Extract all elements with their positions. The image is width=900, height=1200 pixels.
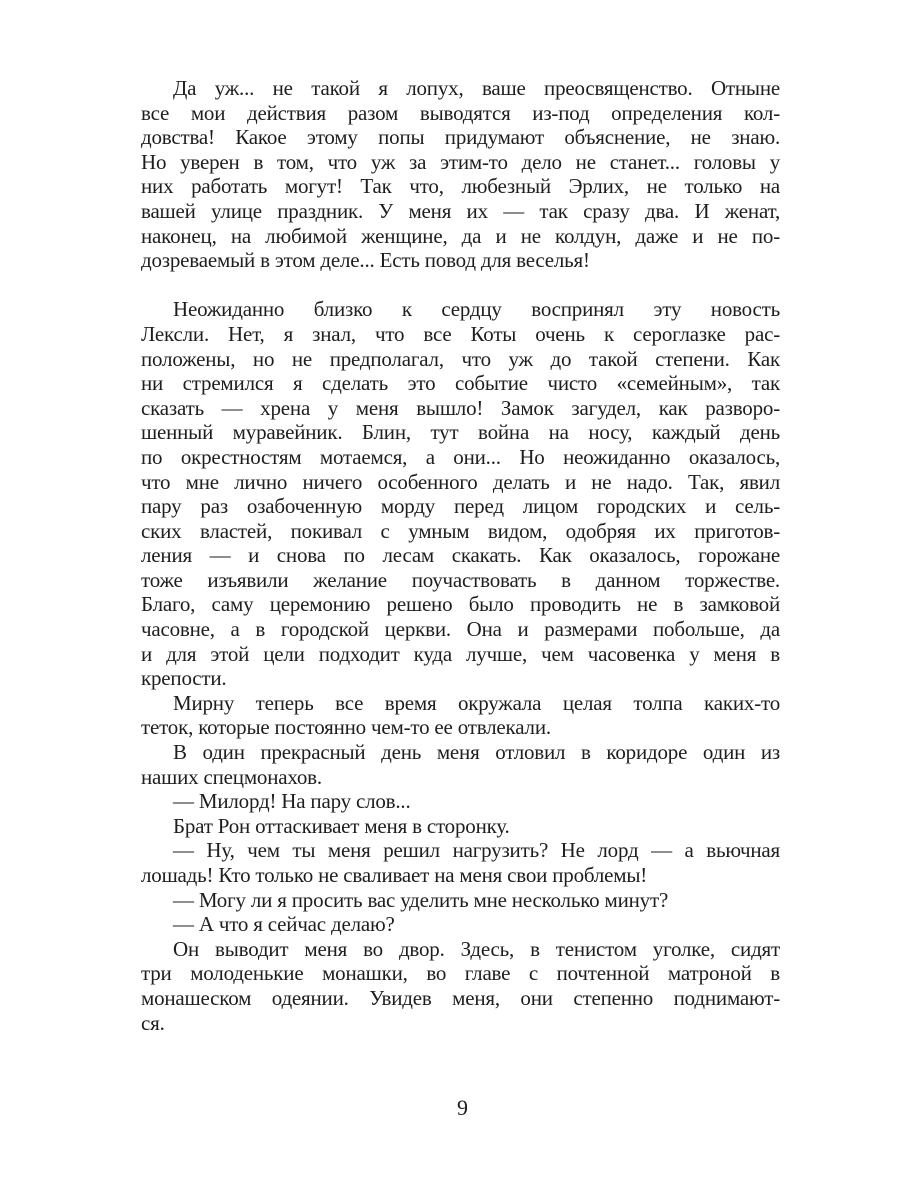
text-line: теток, которые постоянно чем-то ее отвлекали.: [141, 715, 551, 740]
text-line: ся.: [141, 1010, 165, 1035]
text-line: пару раз озабоченную морду перед лицом городских и сель-: [141, 494, 780, 519]
text-line: наконец, на любимой женщине, да и не колдун, даже и не по-: [141, 223, 780, 248]
text-line: что мне лично ничего особенного делать и не надо. Так, явил: [141, 469, 780, 494]
text-line: сказать — хрена у меня вышло! Замок загудел, как разворо-: [141, 395, 780, 420]
text-line: Мирну теперь все время окружала целая толпа каких-то: [173, 690, 780, 715]
dialogue-line: [141, 789, 780, 814]
dialogue-line: [141, 888, 780, 913]
text-line: Лексли. Нет, я знал, что все Коты очень к сероглазке рас-: [141, 321, 780, 346]
text-line: Да уж... не такой я лопух, ваше преосвященство. Отныне: [173, 76, 780, 100]
text-line: ских властей, покивал с умным видом, одобряя их приготов-: [141, 518, 780, 543]
page-body: [141, 76, 780, 1035]
text-line: крепости.: [141, 666, 227, 691]
paragraph: [141, 297, 780, 691]
text-line: все мои действия разом выводятся из-под определения кол-: [141, 100, 780, 125]
text-line: Благо, саму церемонию решено было проводить не в замковой: [141, 592, 780, 617]
text-line: ления — и снова по лесам скакать. Как оказалось, горожане: [141, 543, 780, 568]
text-line: Он выводит меня во двор. Здесь, в тенистом уголке, сидят: [173, 936, 780, 961]
text-line: шенный муравейник. Блин, тут война на носу, каждый день: [141, 420, 780, 445]
dialogue-line: [141, 838, 780, 887]
text-line: тоже изъявили желание поучаствовать в данном торжестве.: [141, 567, 780, 592]
text-line: ни стремился я сделать это событие чисто «семейным», так: [141, 371, 780, 396]
paragraph: [141, 76, 780, 273]
text-line: наших спецмонахов.: [141, 764, 322, 789]
text-line: дозреваемый в этом деле... Есть повод для веселья!: [141, 248, 590, 273]
text-line: вашей улице праздник. У меня их — так сразу два. И женат,: [141, 198, 780, 223]
text-line: монашеском одеянии. Увидев меня, они степенно поднимают-: [141, 985, 780, 1010]
text-line: часовне, а в городской церкви. Она и размерами побольше, да: [141, 617, 780, 642]
paragraph: [141, 740, 780, 789]
text-line: довства! Какое этому попы придумают объяснение, не знаю.: [141, 125, 780, 150]
text-line: — Ну, чем ты меня решил нагрузить? Не лорд — а вьючная: [173, 838, 780, 863]
paragraph: [141, 814, 780, 839]
dialogue-line: [141, 912, 780, 937]
text-line: Но уверен в том, что уж за этим-то дело не станет... головы у: [141, 149, 780, 174]
text-line: — Милорд! На пару слов...: [173, 789, 411, 814]
text-line: и для этой цели подходит куда лучше, чем часовенка у меня в: [141, 641, 780, 666]
text-line: лошадь! Кто только не сваливает на меня свои проблемы!: [141, 863, 648, 887]
paragraph: [141, 937, 780, 1035]
paragraph: [141, 691, 780, 740]
paragraph-gap: [141, 273, 780, 298]
text-line: по окрестностям мотаемся, а они... Но неожиданно оказалось,: [141, 444, 780, 469]
text-line: положены, но не предполагал, что уж до такой степени. Как: [141, 346, 780, 371]
text-line: — А что я сейчас делаю?: [173, 912, 395, 937]
text-line: Брат Рон оттаскивает меня в сторонку.: [173, 813, 510, 838]
text-line: три молоденькие монашки, во главе с почтенной матроной в: [141, 961, 780, 986]
text-line: них работать могут! Так что, любезный Эрлих, не только на: [141, 174, 780, 199]
text-line: В один прекрасный день меня отловил в коридоре один из: [173, 740, 780, 765]
text-line: Неожиданно близко к сердцу воспринял эту новость: [173, 297, 780, 322]
page-number: 9: [457, 1095, 468, 1120]
text-line: — Могу ли я просить вас уделить мне несколько минут?: [173, 887, 669, 912]
